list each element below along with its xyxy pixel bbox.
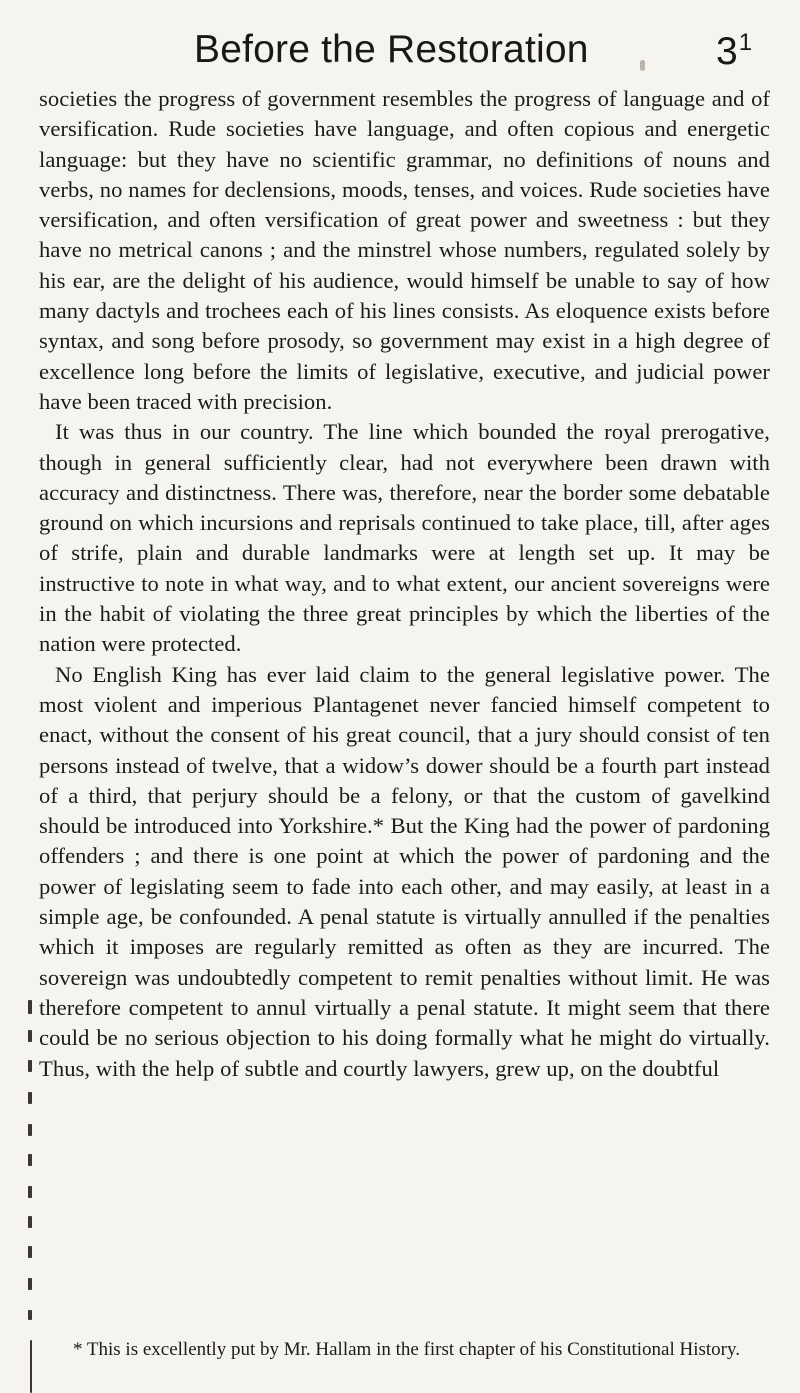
gutter-mark bbox=[30, 1340, 32, 1393]
gutter-mark bbox=[28, 1060, 32, 1072]
paragraph-continuation: societies the progress of government resembles the progress of language and of versification. Rude societies have language, and often copious and energetic language: but they have no scientific grammar, no definitions of nouns and verbs, no names for declensions, moods, tenses, and voices. Rude societies have versification, and often versification of great power and sweetness : but they have no metrical canons ; and the minstrel whose numbers, regulated solely by his ear, are the delight of his audience, would himself be unable to say of how many dactyls and trochees each of his lines consists. As eloquence exists before syntax, and song before prosody, so government may exist in a high degree of excellence long before the limits of legislative, executive, and judicial power have been traced with precision. bbox=[39, 86, 770, 414]
gutter-mark bbox=[28, 1310, 32, 1320]
gutter-shadow bbox=[0, 0, 36, 1393]
gutter-mark bbox=[28, 1246, 32, 1258]
gutter-mark bbox=[28, 1092, 32, 1104]
gutter-mark bbox=[28, 1216, 32, 1228]
gutter-mark bbox=[28, 1278, 32, 1290]
gutter-mark bbox=[28, 1000, 32, 1014]
gutter-mark bbox=[28, 1030, 32, 1042]
page-number bbox=[716, 30, 752, 74]
gutter-mark bbox=[28, 1186, 32, 1198]
gutter-mark bbox=[28, 1154, 32, 1166]
paragraph: It was thus in our country. The line which bounded the royal prerogative, though in general sufficiently clear, had not everywhere been drawn with accuracy and distinctness. There was, therefore, near the border some debatable ground on which incursions and reprisals continued to take place, till, after ages of strife, plain and durable landmarks were at length set up. It may be instructive to note in what way, and to what extent, our ancient sovereigns were in the habit of violating the three great principles by which the liberties of the nation were protected. bbox=[39, 419, 770, 657]
footnote bbox=[39, 1338, 770, 1363]
paragraph: No English King has ever laid claim to the general legislative power. The most violent and imperious Plantagenet never fancied himself competent to enact, without the consent of his great council, that a jury should consist of ten persons instead of twelve, that a widow’s dower should be a fourth part instead of a third, that perjury should be a felony, or that the custom of gavelkind should be introduced into Yorkshire.* But the King had the power of pardoning offenders ; and there is one point at which the power of pardoning and the power of legislating seem to fade into each other, and may easily, at least in a simple age, be confounded. A penal statute is virtually annulled if the penalties which it imposes are regularly remitted as often as they are incurred. The sovereign was undoubtedly competent to remit penalties without limit. He was therefore competent to annul virtually a penal statute. It might seem that there could be no serious objection to his doing formally what he might do virtually. Thus, with the help of subtle and courtly lawyers, grew up, on the doubtful bbox=[39, 661, 770, 1081]
page-number-main: 3 bbox=[716, 30, 738, 73]
running-head bbox=[0, 22, 800, 78]
page-number-superscript: 1 bbox=[738, 29, 753, 56]
gutter-mark bbox=[28, 1124, 32, 1136]
print-speck bbox=[640, 60, 645, 71]
footnote-text: * This is excellently put by Mr. Hallam in the first chapter of his Constitutional History. bbox=[73, 1339, 741, 1360]
body-text bbox=[39, 84, 770, 1084]
running-head-title: Before the Restoration bbox=[194, 28, 589, 71]
